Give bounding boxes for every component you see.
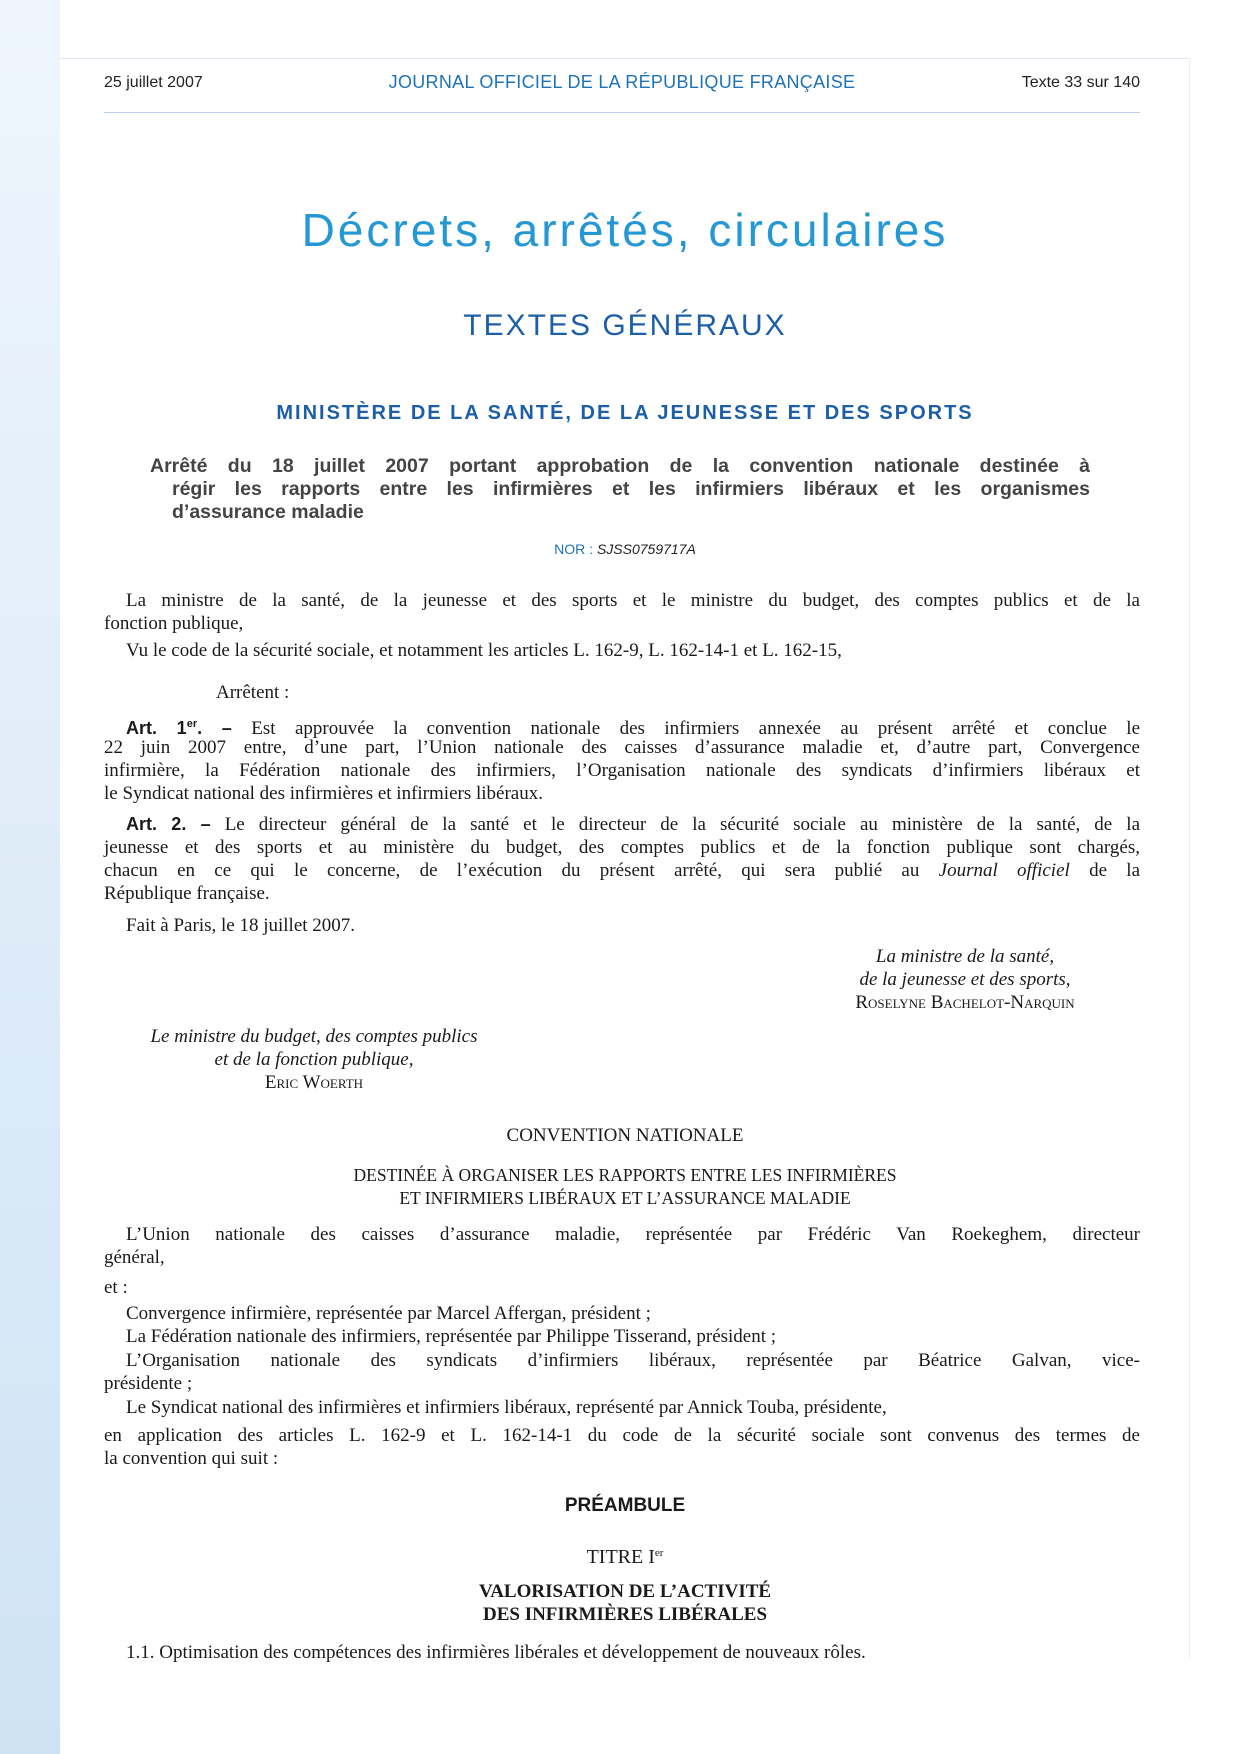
nor-reference xyxy=(60,541,1190,557)
arrete-title-line: d’assurance maladie xyxy=(172,501,364,523)
fait-a-paris: Fait à Paris, le 18 juillet 2007. xyxy=(126,915,356,936)
preambule-heading: PRÉAMBULE xyxy=(564,1495,686,1516)
convention-party: Le Syndicat national des infirmières et infirmiers libéraux, représenté par Annick Touba, présidente, xyxy=(126,1397,887,1418)
titre-heading: TITRE Ier xyxy=(586,1546,664,1568)
convention-party: Convergence infirmière, représentée par Marcel Affergan, président ; xyxy=(126,1303,651,1324)
valorisation-heading: VALORISATION DE L’ACTIVITÉ DES INFIRMIÈRES LIBÉRALES xyxy=(478,1581,772,1625)
left-margin-band xyxy=(0,0,60,1754)
article-1-label: Art. 1er. – xyxy=(126,718,232,738)
arrete-title xyxy=(150,455,1090,524)
convention-line: général, xyxy=(104,1247,165,1268)
article-1-line: 22 juin 2007 entre, d’une part, l’Union nationale des caisses d’assurance maladie et, d’autre part, Convergence xyxy=(104,737,1140,758)
journal-officiel-italic: Journal officiel xyxy=(938,860,1070,881)
convention-party: présidente ; xyxy=(104,1373,193,1394)
preamble-line: fonction publique, xyxy=(104,613,244,634)
page-frame-right xyxy=(1189,58,1190,1658)
article-2-line: chacun en ce qui le concerne, de l’exécution du présent arrêté, qui sera publié au Journal officiel de la xyxy=(104,860,1141,881)
convention-line: en application des articles L. 162-9 et L. 162-14-1 du code de la sécurité sociale sont convenus des termes de xyxy=(104,1425,1140,1446)
article-1-line: Art. 1er. – Est approuvée la convention nationale des infirmiers annexée au présent arrêté et conclue le xyxy=(126,718,1141,739)
page-frame-top xyxy=(60,58,1190,59)
header-journal-title: JOURNAL OFFICIEL DE LA RÉPUBLIQUE FRANÇAISE xyxy=(388,72,856,92)
arrete-title-line: régir les rapports entre les infirmières et les infirmiers libéraux et les organismes xyxy=(172,478,1090,500)
convention-title: CONVENTION NATIONALE xyxy=(506,1125,744,1146)
preamble-arretent: Arrêtent : xyxy=(216,682,290,703)
article-1-line: infirmière, la Fédération nationale des infirmiers, l’Organisation nationale des syndicats d’infirmiers libéraux et xyxy=(104,760,1140,781)
convention-party: L’Organisation nationale des syndicats d’infirmiers libéraux, représentée par Béatrice Galvan, vice- xyxy=(126,1350,1140,1371)
preamble-line: La ministre de la santé, de la jeunesse et des sports et le ministre du budget, des comptes publics et de la xyxy=(126,590,1140,611)
nor-label: NOR : xyxy=(554,541,594,557)
ministry-heading: MINISTÈRE DE LA SANTÉ, DE LA JEUNESSE ET DES SPORTS xyxy=(276,402,974,424)
signature-right-title: La ministre de la santé, de la jeunesse et des sports, xyxy=(859,946,1071,990)
header-text-number: Texte 33 sur 140 xyxy=(1021,74,1140,91)
preamble-vu: Vu le code de la sécurité sociale, et notamment les articles L. 162-9, L. 162-14-1 et L. 162-15, xyxy=(126,640,842,661)
nor-code: SJSS0759717A xyxy=(596,541,696,557)
main-title: Décrets, arrêtés, circulaires xyxy=(301,204,949,256)
article-1-line: le Syndicat national des infirmières et infirmiers libéraux. xyxy=(104,783,543,804)
signature-left-title: Le ministre du budget, des comptes publics et de la fonction publique, xyxy=(150,1026,478,1070)
header-date: 25 juillet 2007 xyxy=(104,74,203,91)
convention-line: la convention qui suit : xyxy=(104,1448,279,1469)
signature-left-name: Eric Woerth xyxy=(264,1072,364,1093)
article-2-line: jeunesse et des sports et au ministère du budget, des comptes publics et de la fonction publique sont chargés, xyxy=(104,837,1140,858)
convention-line: L’Union nationale des caisses d’assurance maladie, représentée par Frédéric Van Roekeghem, directeur xyxy=(126,1224,1140,1245)
signature-right-name: Roselyne Bachelot-Narquin xyxy=(855,992,1075,1013)
article-2-line: République française. xyxy=(104,883,270,904)
convention-party: La Fédération nationale des infirmiers, représentée par Philippe Tisserand, président ; xyxy=(126,1326,777,1347)
arrete-title-line: Arrêté du 18 juillet 2007 portant approbation de la convention nationale destinée à xyxy=(150,455,1090,477)
running-header xyxy=(104,72,1140,96)
convention-subtitle: DESTINÉE À ORGANISER LES RAPPORTS ENTRE LES INFIRMIÈRES ET INFIRMIERS LIBÉRAUX ET L’ASSURANCE MALADIE xyxy=(353,1165,897,1208)
section-title: TEXTES GÉNÉRAUX xyxy=(463,309,787,342)
header-rule xyxy=(104,112,1140,113)
article-2-line: Art. 2. – Le directeur général de la santé et le directeur de la sécurité sociale au ministère de la santé, de la xyxy=(126,814,1141,835)
article-2-label: Art. 2. – xyxy=(126,814,211,834)
section-1-1: 1.1. Optimisation des compétences des infirmières libérales et développement de nouveaux rôles. xyxy=(126,1642,866,1663)
convention-line: et : xyxy=(104,1277,128,1298)
